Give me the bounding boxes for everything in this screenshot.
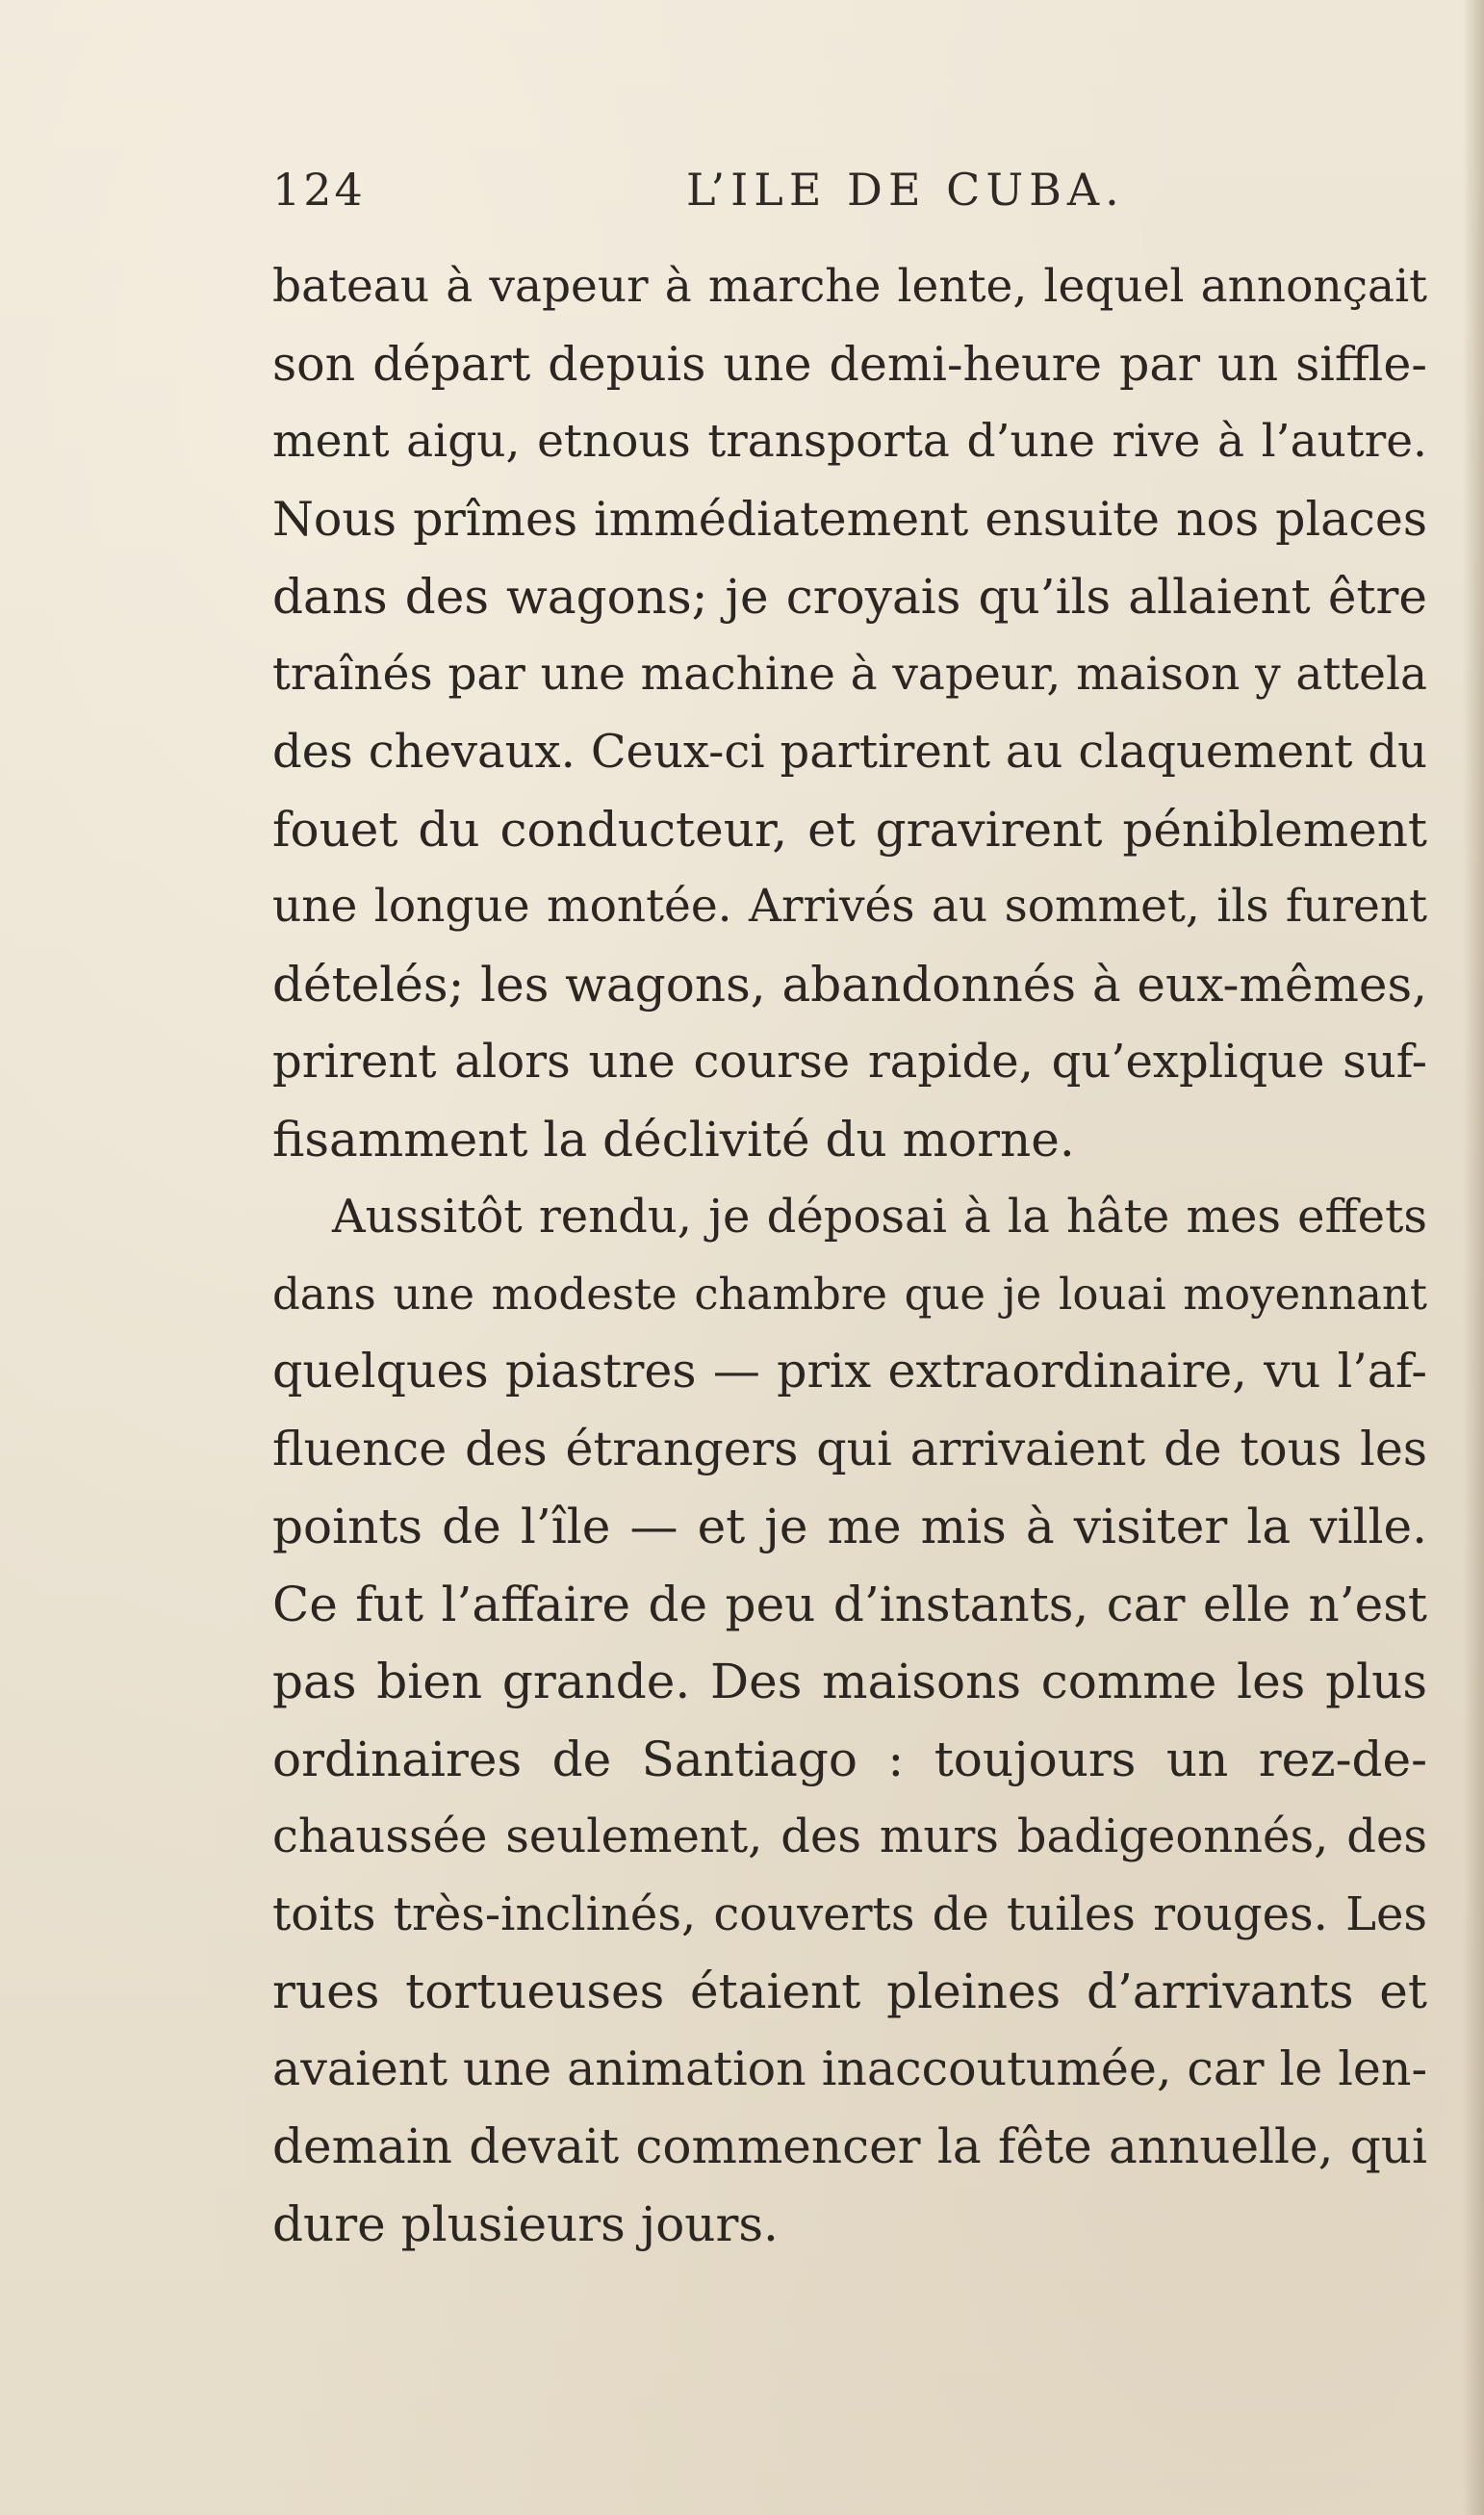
text-line: ment aigu, etnous transporta d’une rive à l’autre. (272, 415, 1427, 468)
running-head (272, 164, 1418, 231)
text-line: dans des wagons; je croyais qu’ils allaient être (272, 569, 1427, 625)
text-line: traînés par une machine à vapeur, maison y attela (272, 647, 1427, 701)
text-line: demain devait commencer la fête annuelle, qui (272, 2118, 1427, 2174)
text-line: Nous prîmes immédiatement ensuite nos places (272, 491, 1427, 547)
paragraph-end-line: dure plusieurs jours. (272, 2195, 779, 2252)
text-line: points de l’île — et je me mis à visiter la ville. (272, 1499, 1427, 1554)
text-line: bateau à vapeur à marche lente, lequel annonçait (272, 260, 1427, 313)
body-text (272, 248, 1427, 2263)
text-line: Ce fut l’affaire de peu d’instants, car elle n’est (272, 1576, 1427, 1632)
text-line: prirent alors une course rapide, qu’explique suf- (272, 1035, 1427, 1089)
text-line: ordinaires de Santiago : toujours un rez-de- (272, 1731, 1427, 1787)
text-line: rues tortueuses étaient pleines d’arrivants et (272, 1963, 1427, 2019)
text-line: dételés; les wagons, abandonnés à eux-mêmes, (272, 956, 1427, 1013)
text-line: toits très-inclinés, couverts de tuiles rouges. Les (272, 1886, 1427, 1941)
running-title: L’ILE DE CUBA. (686, 164, 1125, 216)
text-line: fluence des étrangers qui arrivaient de tous les (272, 1421, 1427, 1476)
text-line: des chevaux. Ceux-ci partirent au claquement du (272, 725, 1427, 779)
text-line: chaussée seulement, des murs badigeonnés, des (272, 1809, 1427, 1863)
paragraph-end-line: fisamment la déclivité du morne. (272, 1111, 1075, 1168)
text-line: pas bien grande. Des maisons comme les plus (272, 1654, 1427, 1709)
text-line: quelques piastres — prix extraordinaire, vu l’af- (272, 1344, 1427, 1399)
text-line: fouet du conducteur, et gravirent péniblement (272, 801, 1427, 858)
page-number: 124 (272, 164, 366, 216)
text-line: son départ depuis une demi-heure par un siffle- (272, 336, 1427, 392)
text-line: dans une modeste chambre que je louai moyennant (272, 1268, 1427, 1320)
text-line: avaient une animation inaccoutumée, car le len- (272, 2040, 1427, 2096)
page-edge-shadow (1463, 0, 1484, 2515)
text-line: une longue montée. Arrivés au sommet, ils furent (272, 880, 1427, 933)
paragraph-first-line: Aussitôt rendu, je déposai à la hâte mes effets (332, 1190, 1427, 1244)
